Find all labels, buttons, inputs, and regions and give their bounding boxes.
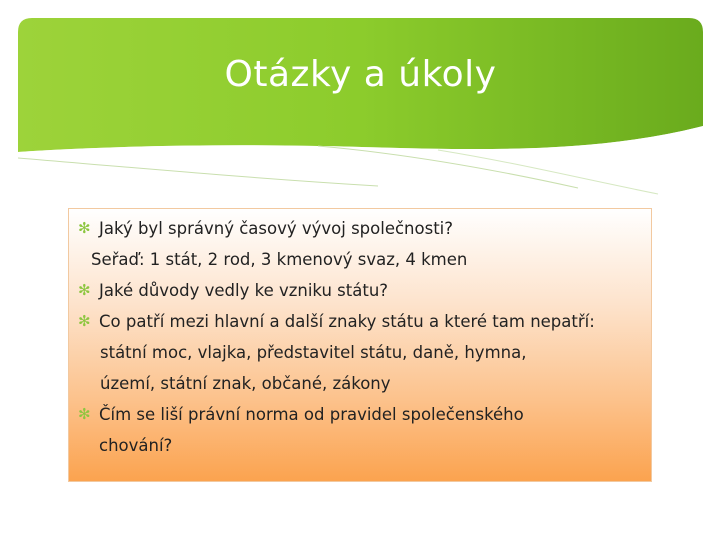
title-header bbox=[18, 18, 703, 198]
list-item-text: Čím se liší právní norma od pravidel společenského bbox=[99, 405, 524, 424]
asterisk-icon: ✻ bbox=[78, 219, 91, 237]
content-box bbox=[68, 208, 652, 482]
asterisk-icon: ✻ bbox=[78, 405, 91, 423]
question-list bbox=[69, 213, 653, 461]
list-item-continuation bbox=[69, 368, 653, 399]
list-item-text: státní moc, vlajka, představitel státu, daně, hymna, bbox=[100, 343, 527, 362]
header-background bbox=[18, 18, 703, 198]
list-item-text: chování? bbox=[99, 436, 173, 455]
asterisk-icon: ✻ bbox=[78, 281, 91, 299]
list-item bbox=[69, 306, 653, 337]
list-item-continuation bbox=[69, 430, 653, 461]
list-item-text: Jaké důvody vedly ke vzniku státu? bbox=[99, 281, 389, 300]
list-item bbox=[69, 399, 653, 430]
list-item-text: Co patří mezi hlavní a další znaky státu a které tam nepatří: bbox=[99, 312, 595, 331]
list-item-continuation bbox=[69, 337, 653, 368]
list-item-text: území, státní znak, občané, zákony bbox=[100, 374, 391, 393]
list-item-text: Seřaď: 1 stát, 2 rod, 3 kmenový svaz, 4 kmen bbox=[91, 250, 468, 269]
list-item bbox=[69, 275, 653, 306]
list-item-continuation bbox=[69, 244, 653, 275]
asterisk-icon: ✻ bbox=[78, 312, 91, 330]
list-item bbox=[69, 213, 653, 244]
page-title: Otázky a úkoly bbox=[224, 54, 497, 95]
list-item-text: Jaký byl správný časový vývoj společnosti? bbox=[99, 219, 454, 238]
